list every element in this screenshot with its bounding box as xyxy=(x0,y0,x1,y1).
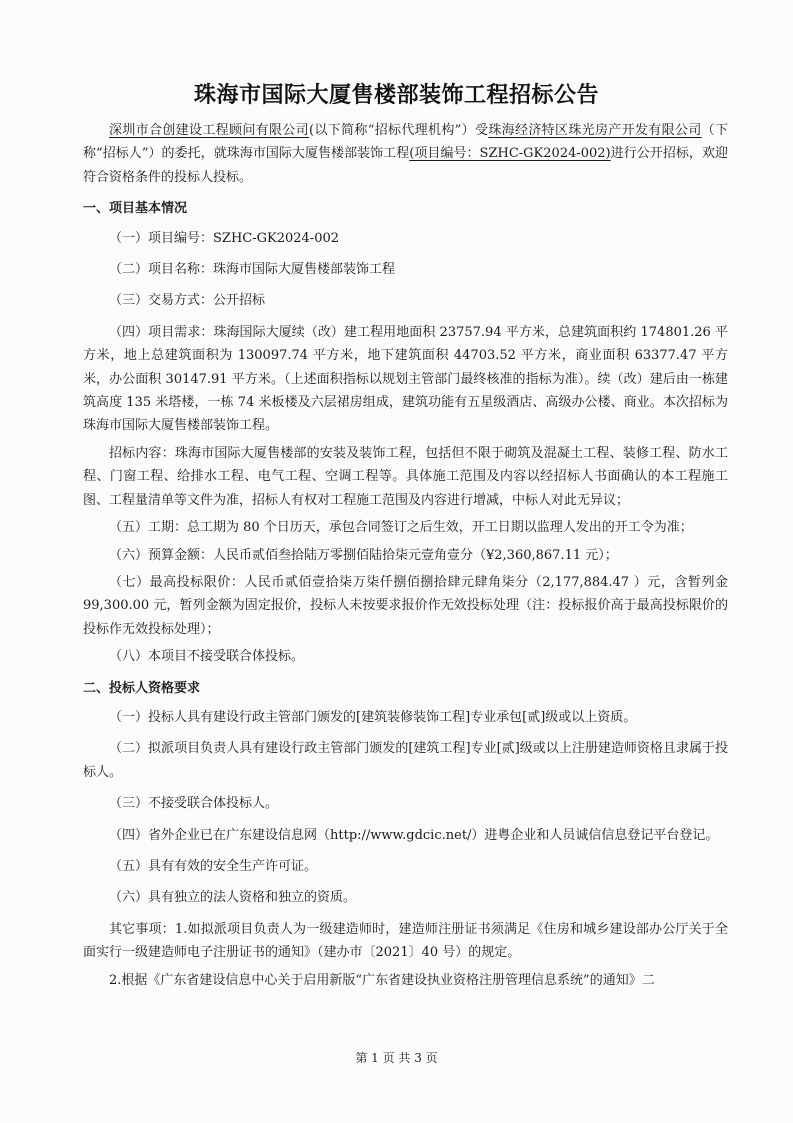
list-item: （六）预算金额：人民币贰佰叁拾陆万零捌佰陆拾柒元壹角壹分（¥2,360,867.11 元）； xyxy=(109,547,618,563)
section-heading: 二、投标人资格要求 xyxy=(83,680,201,696)
list-item: （三）不接受联合体投标人。 xyxy=(109,796,279,812)
document-body xyxy=(83,119,728,996)
list-item: （二）拟派项目负责人具有建设行政主管部门颁发的[建筑工程]专业[贰]级或以上注册建造师资格且隶属于投标人。 xyxy=(83,741,728,780)
document-title: 珠海市国际大厦售楼部装饰工程招标公告 xyxy=(193,83,599,108)
list-item: （四）项目需求：珠海国际大厦续（改）建工程用地面积 23757.94 平方米，总建筑面积约 174801.26 平方米，地上总建筑面积为 130097.74 平方米，地下建筑面积 44703.52 平方米，商业面积 63377.47 平方米，办公面积 30147.91 平方米。（上述面积指标以规划主管部门最终核准的指标为准）。续（改）建后由一栋建筑高度 135 米塔楼，一栋 74 米板楼及六层裙房组成，建筑功能有五星级酒店、高级办公楼、商业。本次招标为珠海市国际大厦售楼部装饰工程。 xyxy=(83,324,729,434)
list-item: 2.根据《广东省建设信息中心关于启用新版“广东省建设执业资格注册管理信息系统”的通知》二 xyxy=(109,972,655,988)
owner-name: 珠海经济特区珠光房产开发有限公司 xyxy=(488,123,702,138)
list-item: （二）项目名称：珠海市国际大厦售楼部装饰工程 xyxy=(109,262,396,278)
list-item: 招标内容：珠海市国际大厦售楼部的安装及装饰工程，包括但不限于砌筑及混凝土工程、装修工程、防水工程、门窗工程、给排水工程、电气工程、空调工程等。具体施工范围及内容以经招标人书面确认的本工程施工图、工程量清单等文件为准，招标人有权对工程施工范围及内容进行增减，中标人对此无异议； xyxy=(83,445,728,508)
project-number-ref: (项目编号：SZHC-GK2024-002) xyxy=(409,146,611,162)
list-item: （五）具有有效的安全生产许可证。 xyxy=(109,858,318,874)
list-item: （八）本项目不接受联合体投标。 xyxy=(109,649,305,665)
list-item: （五）工期：总工期为 80 个日历天，承包合同签订之后生效，开工日期以监理人发出的开工令为准； xyxy=(109,520,693,536)
list-item: （四）省外企业已在广东建设信息网（http://www.gdcic.net/）进粤企业和人员诚信信息登记平台登记。 xyxy=(109,827,719,843)
list-item: （三）交易方式：公开招标 xyxy=(109,293,266,309)
list-item: （六）具有独立的法人资格和独立的资质。 xyxy=(109,890,357,906)
intro-paragraph: 深圳市合创建设工程顾问有限公司(以下简称“招标代理机构”）受珠海经济特区珠光房产开发有限公司（下称“招标人”）的委托，就珠海市国际大厦售楼部装饰工程(项目编号：SZHC-GK2024-002)进行公开招标，欢迎符合资格条件的投标人投标。 xyxy=(83,123,728,185)
list-item: （一）项目编号：SZHC-GK2024-002 xyxy=(109,230,340,246)
section-heading: 一、项目基本情况 xyxy=(83,201,188,217)
agent-name: 深圳市合创建设工程顾问有限公司 xyxy=(109,123,309,138)
list-item: 其它事项：1.如拟派项目负责人为一级建造师时，建造师注册证书须满足《住房和城乡建设部办公厅关于全面实行一级建造师电子注册证书的通知》（建办市〔2021〕40 号）的规定。 xyxy=(83,921,728,961)
list-item: （七）最高投标限价：人民币贰佰壹拾柒万柒仟捌佰捌拾肆元肆角柒分（2,177,884.47 ）元，含暂列金 99,300.00 元，暂列金额为固定报价，投标人未按要求报价作无效投标处理（注：投标报价高于最高投标限价的投标作无效投标处理）； xyxy=(83,574,728,637)
list-item: （一）投标人具有建设行政主管部门颁发的[建筑装修装饰工程]专业承包[贰]级或以上资质。 xyxy=(109,709,637,725)
page-number: 第 1 页 共 3 页 xyxy=(355,1051,438,1065)
